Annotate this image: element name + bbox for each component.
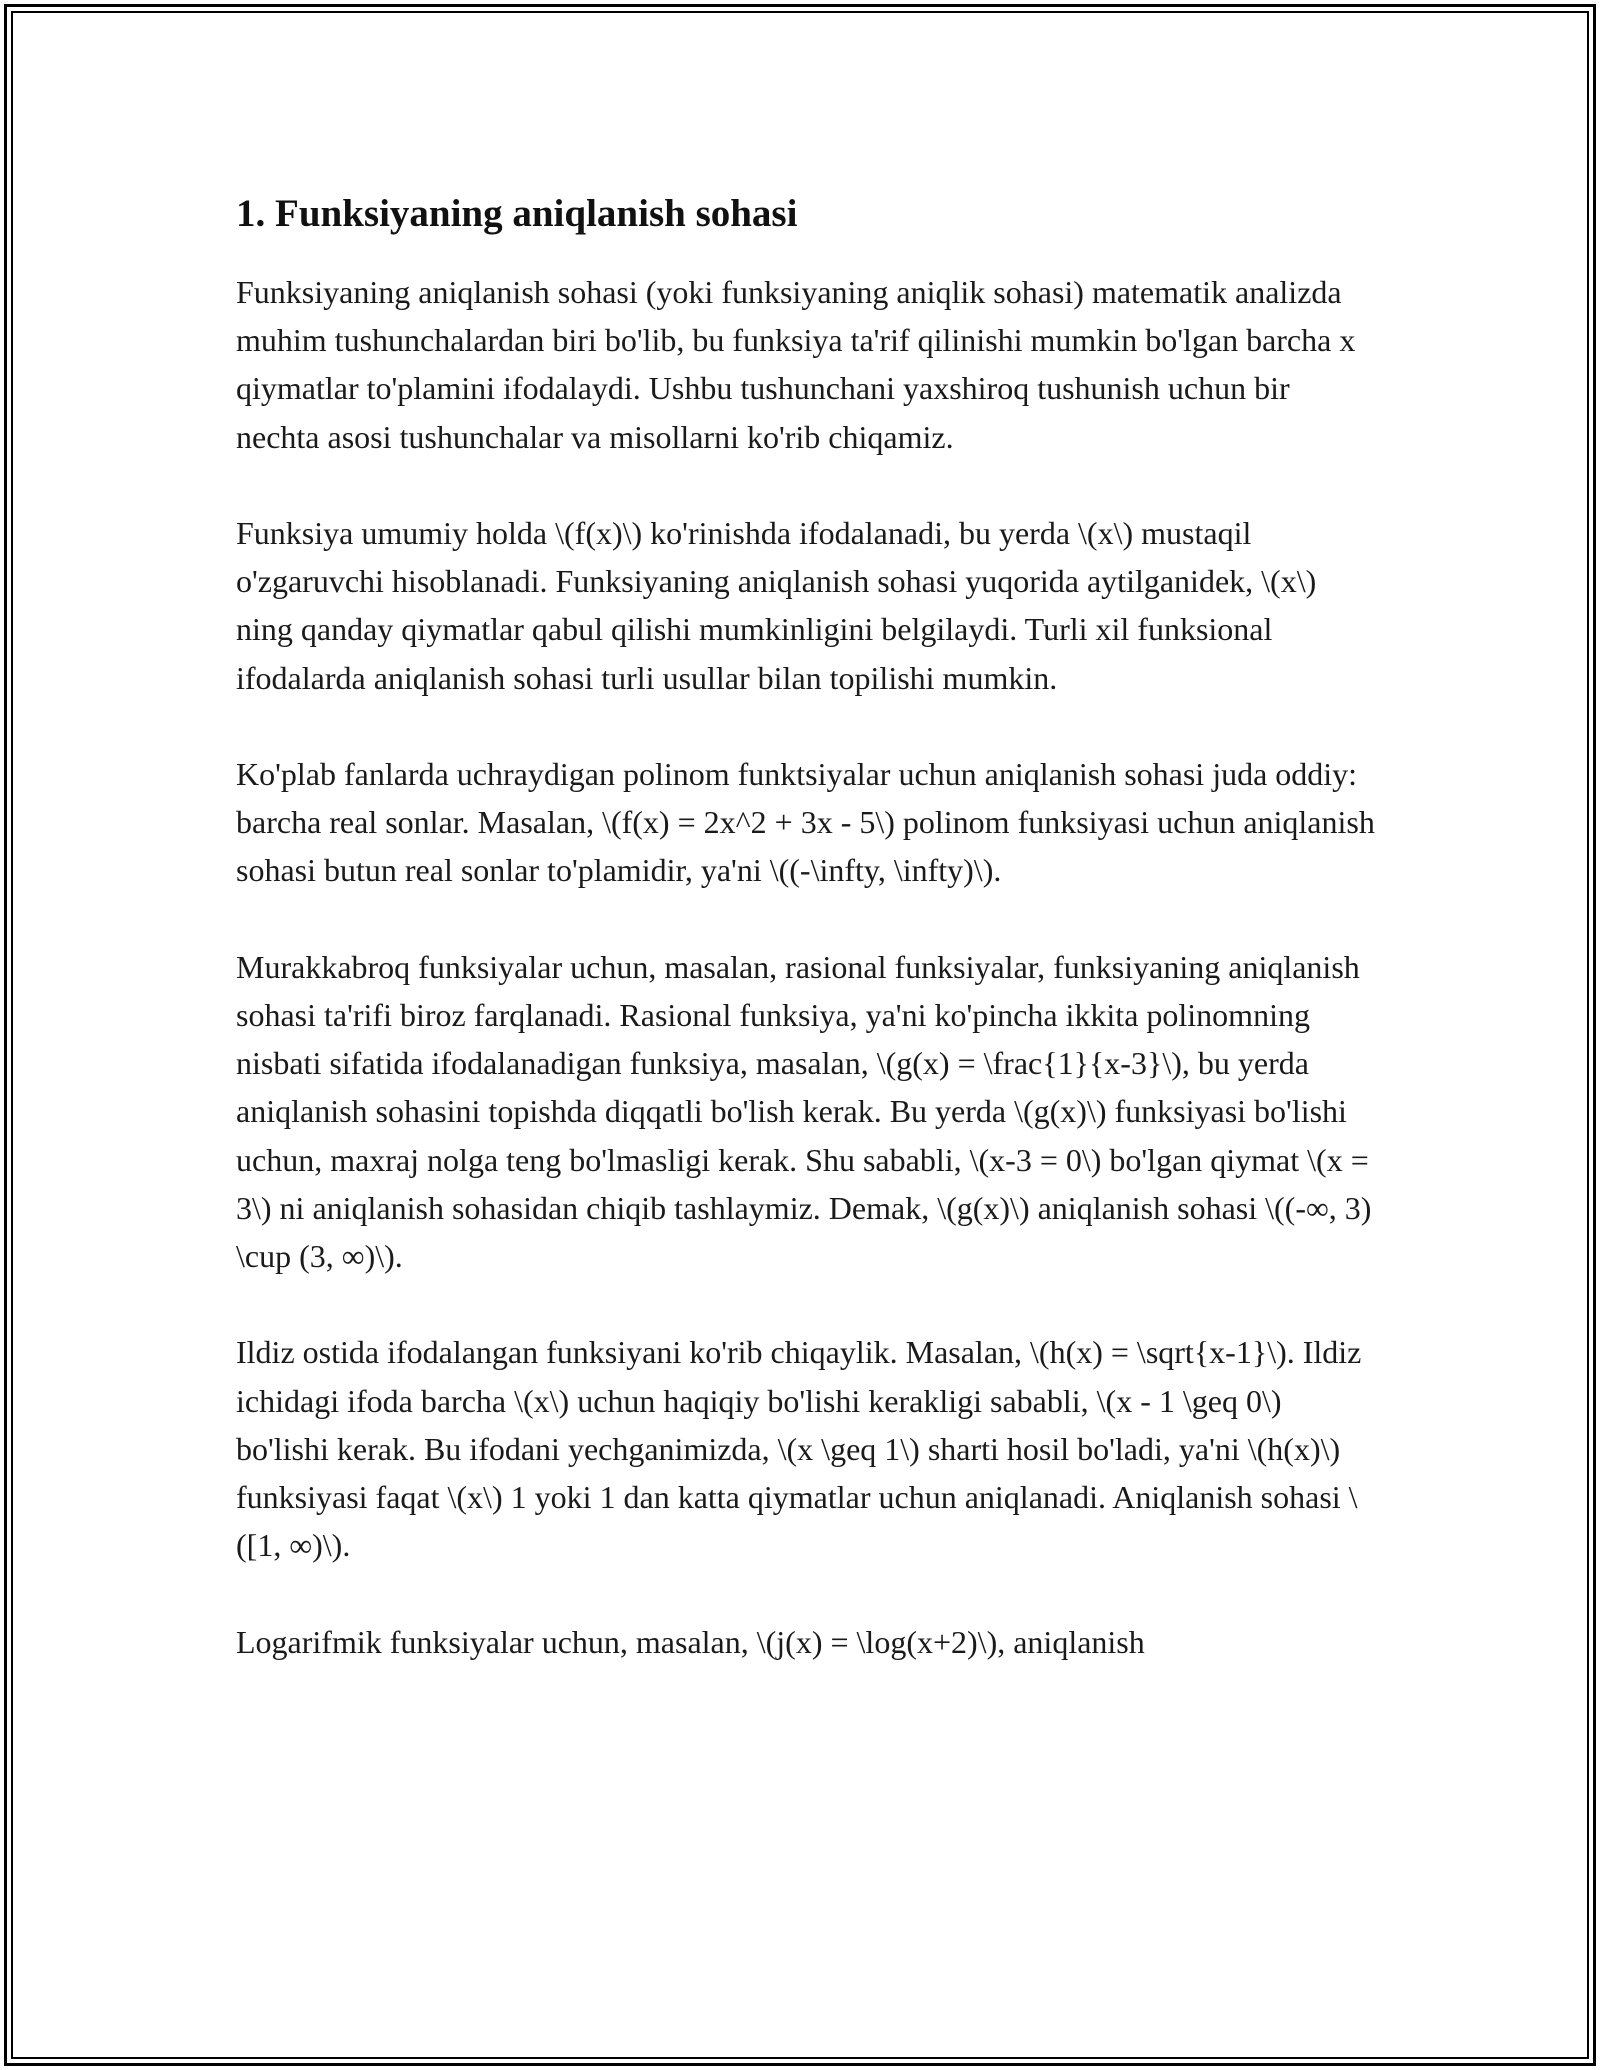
paragraph-logarithmic: Logarifmik funksiyalar uchun, masalan, \(j(x) = \log(x+2)\), aniqlanish (236, 1623, 1145, 1660)
paragraph-general-form: Funksiya umumiy holda \(f(x)\) ko'rinishda ifodalanadi, bu yerda \(x\) mustaqil o'zgaruvchi hisoblanadi. Funksiyaning aniqlanish sohasi yuqorida aytilganidek, \(x\) ning qanday qiymatlar qabul qilishi mumkinligini belgilaydi. Turli xil funksional ifodalarda aniqlanish sohasi turli usullar bilan topilishi mumkin. (236, 515, 1317, 696)
paragraph-root: Ildiz ostida ifodalangan funksiyani ko'rib chiqaylik. Masalan, \(h(x) = \sqrt{x-1}\). Ildiz ichidagi ifoda barcha \(x\) uchun haqiqiy bo'lishi kerakligi sababli, \(x - 1 \geq 0\) bo'lishi kerak. Bu ifodani yechganimizda, \(x \geq 1\) sharti hosil bo'ladi, ya'ni \(h(x)\) funksiyasi faqat \(x\) 1 yoki 1 dan katta qiymatlar uchun aniqlanadi. Aniqlanish sohasi \([1, ∞)\). (236, 1334, 1362, 1564)
paragraph-rational: Murakkabroq funksiyalar uchun, masalan, rasional funksiyalar, funksiyaning aniqlanish sohasi ta'rifi biroz farqlanadi. Rasional funksiya, ya'ni ko'pincha ikkita polinomning nisbati sifatida ifodalanadigan funksiya, masalan, \(g(x) = \frac{1}{x-3}\), bu yerda aniqlanish sohasini topishda diqqatli bo'lish kerak. Bu yerda \(g(x)\) funksiyasi bo'lishi uchun, maxraj nolga teng bo'lmasligi kerak. Shu sababli, \(x-3 = 0\) bo'lgan qiymat \(x = 3\) ni aniqlanish sohasidan chiqib tashlaymiz. Demak, \(g(x)\) aniqlanish sohasi \((-∞, 3) \cup (3, ∞)\). (236, 948, 1372, 1275)
section-heading: 1. Funksiyaning aniqlanish sohasi (236, 192, 798, 235)
paragraph-polynomial: Ko'plab fanlarda uchraydigan polinom funktsiyalar uchun aniqlanish sohasi juda oddiy: barcha real sonlar. Masalan, \(f(x) = 2x^2 + 3x - 5\) polinom funksiyasi uchun aniqlanish sohasi butun real sonlar to'plamidir, ya'ni \((-\infty, \infty)\). (236, 756, 1375, 889)
document-body (236, 186, 1376, 1714)
paragraph-intro: Funksiyaning aniqlanish sohasi (yoki funksiyaning aniqlik sohasi) matematik analizda muhim tushunchalardan biri bo'lib, bu funksiya ta'rif qilinishi mumkin bo'lgan barcha x qiymatlar to'plamini ifodalaydi. Ushbu tushunchani yaxshiroq tushunish uchun bir nechta asosi tushunchalar va misollarni ko'rib chiqamiz. (236, 274, 1356, 455)
